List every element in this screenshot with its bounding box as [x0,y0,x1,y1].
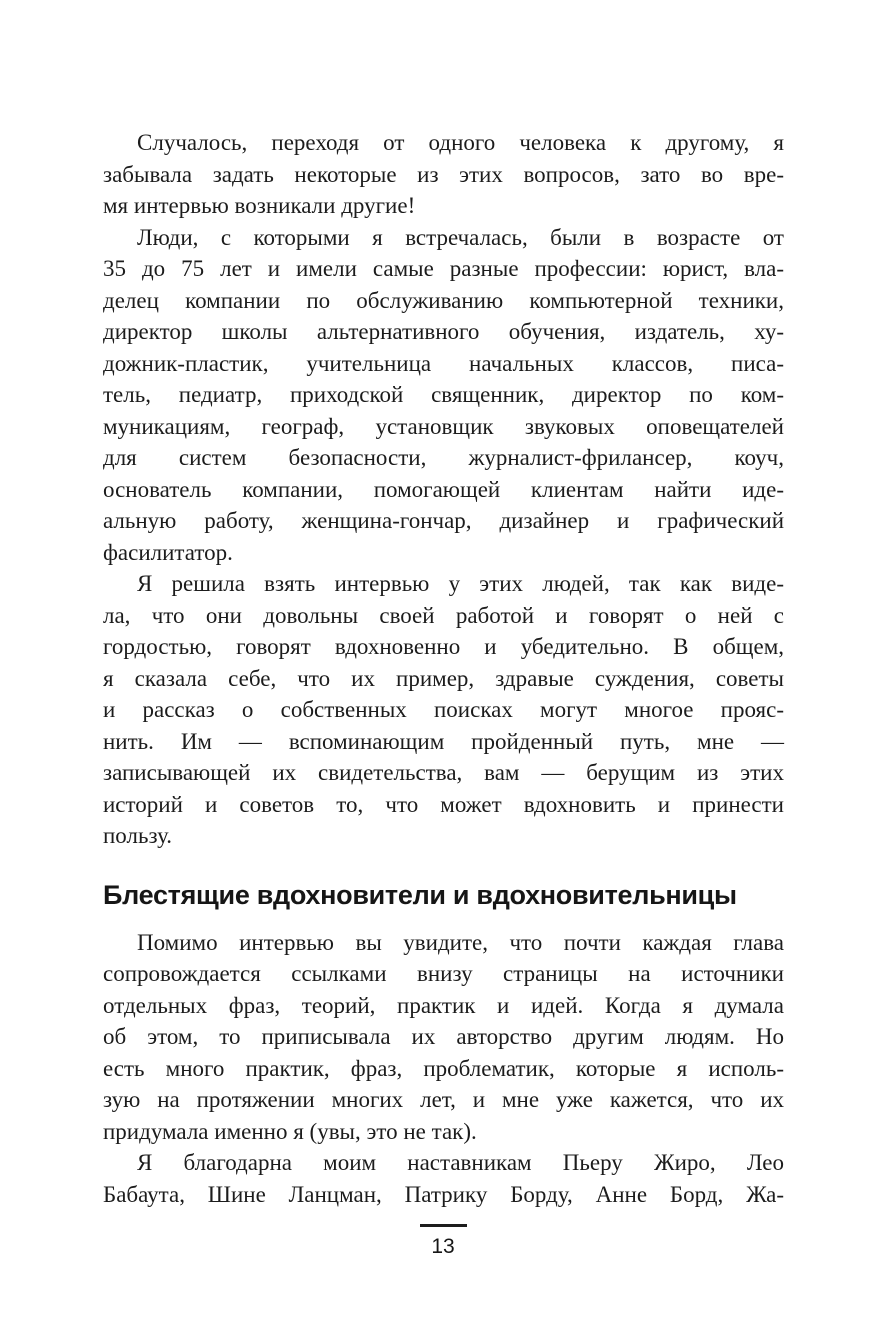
text-line: для систем безопасности, журналист-фрилансер, коуч, [103,445,784,470]
text-line: фасилитатор. [103,539,233,565]
text-line: я сказала себе, что их пример, здравые суждения, советы [103,665,784,691]
text-line: мя интервью возникали другие! [103,193,416,218]
text-line: Случалось, переходя от одного человека к другому, я [137,130,784,155]
section-heading: Блестящие вдохновители и вдохновительницы [103,879,737,910]
text-line: записывающей их свидетельства, вам — берущим из этих [103,760,784,785]
text-line: пользу. [103,823,173,848]
text-line: основатель компании, помогающей клиентам найти иде- [103,476,784,502]
page-text-block [103,127,784,1210]
page-number: 13 [431,1235,455,1258]
paragraph [103,1147,784,1210]
text-line: альную работу, женщина-гончар, дизайнер и графический [103,508,784,533]
text-line: 35 до 75 лет и имели самые разные профессии: юрист, вла- [103,256,784,281]
paragraph [103,127,784,222]
paragraph [103,222,784,569]
text-line: Люди, с которыми я встречалась, были в возрасте от [137,224,784,250]
page-footer [0,1224,886,1258]
text-line: историй и советов то, что может вдохновить и принести [103,791,784,817]
text-line: дожник-пластик, учительница начальных классов, писа- [103,350,784,376]
text-line: забывала задать некоторые из этих вопросов, зато во вре- [103,161,784,187]
text-line: Я благодарна моим наставникам Пьеру Жиро, Лео [137,1150,784,1175]
text-line: директор школы альтернативного обучения, издатель, ху- [103,319,784,344]
text-line: отдельных фраз, теорий, практик и идей. Когда я думала [103,992,784,1018]
text-line: нить. Им — вспоминающим пройденный путь, мне — [103,728,784,754]
text-line: и рассказ о собственных поисках могут многое прояс- [103,697,784,722]
text-line: есть много практик, фраз, проблематик, которые я исполь- [103,1055,784,1081]
text-line: сопровождается ссылками внизу страницы на источники [103,961,784,986]
text-line: Я решила взять интервью у этих людей, так как виде- [137,571,784,596]
text-line: об этом, то приписывала их авторство другим людям. Но [103,1024,784,1049]
text-line: Помимо интервью вы увидите, что почти каждая глава [137,929,784,955]
text-line: тель, педиатр, приходской священник, директор по ком- [103,382,784,407]
text-line: зую на протяжении многих лет, и мне уже кажется, что их [103,1087,784,1112]
text-line: Бабаута, Шине Ланцман, Патрику Борду, Анне Борд, Жа- [103,1181,784,1207]
text-line: гордостью, говорят вдохновенно и убедительно. В общем, [103,634,784,659]
text-line: делец компании по обслуживанию компьютерной техники, [103,287,784,313]
paragraph [103,927,784,1148]
text-line: муникациям, географ, установщик звуковых оповещателей [103,413,784,439]
footer-rule [420,1224,467,1227]
text-line: ла, что они довольны своей работой и говорят о ней с [103,602,784,628]
paragraph [103,568,784,852]
text-line: придумала именно я (увы, это не так). [103,1118,477,1144]
